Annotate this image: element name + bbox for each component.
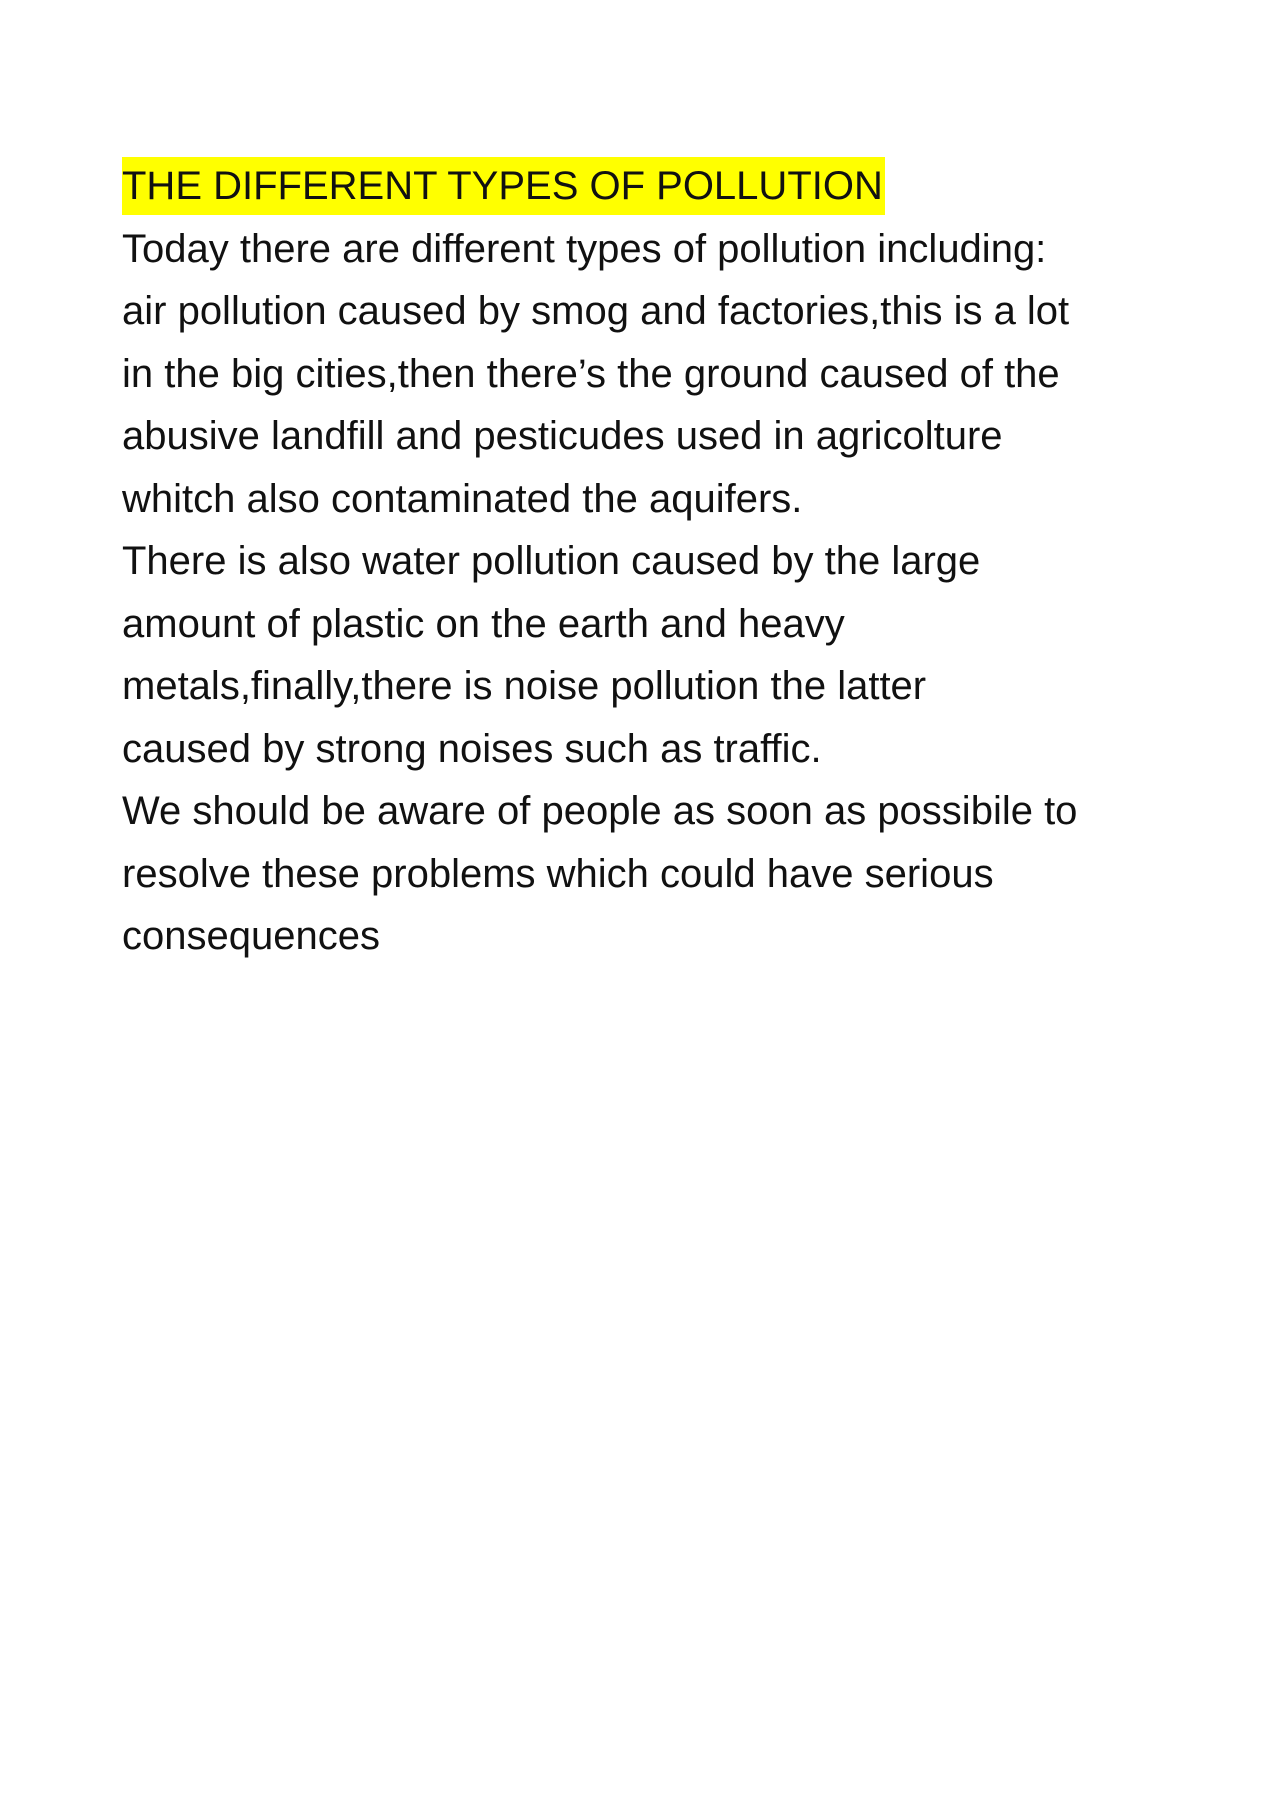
text-line: caused by strong noises such as traffic. <box>122 726 822 771</box>
text-line: metals,finally,there is noise pollution the latter <box>122 664 927 708</box>
text-line: air pollution caused by smog and factories,this is a lot <box>122 289 1070 333</box>
text-line: Today there are different types of pollution including: <box>122 226 1047 271</box>
text-line: consequences <box>122 914 380 958</box>
text-line: abusive landfill and pesticudes used in agricolture <box>122 414 1003 458</box>
text-line: We should be aware of people as soon as possibile to <box>122 789 1078 833</box>
text-line: There is also water pollution caused by the large <box>122 539 981 583</box>
text-line: amount of plastic on the earth and heavy <box>122 601 845 646</box>
title-line <box>122 155 1172 218</box>
document-title: THE DIFFERENT TYPES OF POLLUTION <box>122 157 885 215</box>
text-line: whitch also contaminated the aquifers. <box>122 476 803 521</box>
text-line: resolve these problems which could have serious <box>122 851 994 896</box>
document-body <box>122 155 1172 968</box>
text-line: in the big cities,then there’s the ground caused of the <box>122 351 1060 396</box>
